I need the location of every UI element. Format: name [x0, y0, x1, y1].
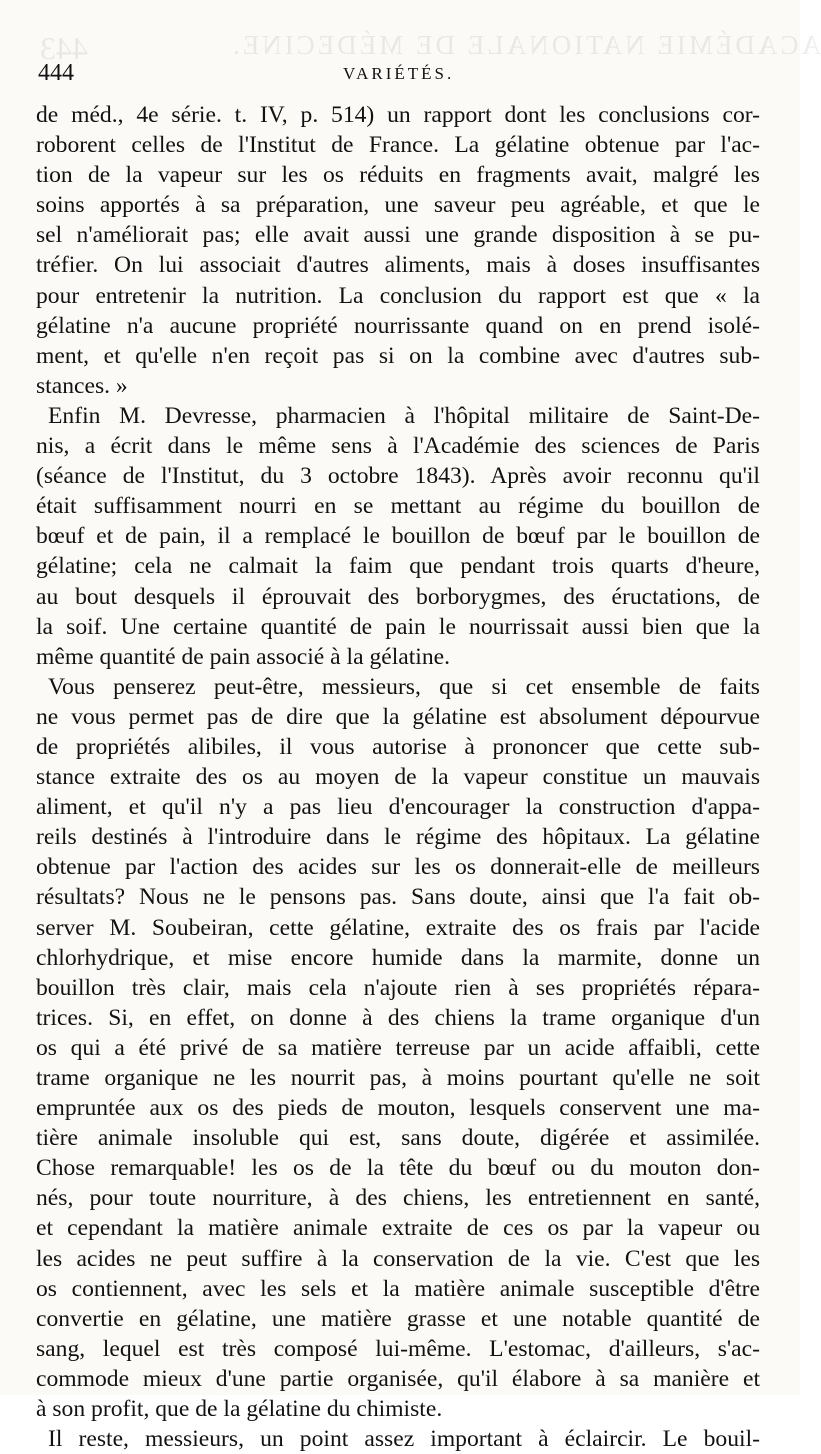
text-line: empruntée aux os des pieds de mouton, lesquels conservent une ma-: [36, 1095, 760, 1122]
text-line: Vous penserez peut-être, messieurs, que si cet ensemble de faits: [48, 673, 760, 700]
text-line: os qui a été privé de sa matière terreuse par un acide affaibli, cette: [36, 1034, 760, 1061]
text-line: reils destinés à l'introduire dans le régime des hôpitaux. La gélatine: [36, 824, 760, 851]
text-line: nés, pour toute nourriture, à des chiens, les entretiennent en santé,: [36, 1185, 760, 1212]
text-line: gélatine; cela ne calmait la faim que pendant trois quarts d'heure,: [36, 553, 760, 580]
text-line: Chose remarquable! les os de la tête du bœuf ou du mouton don-: [36, 1155, 760, 1182]
text-line: Enfin M. Devresse, pharmacien à l'hôpital militaire de Saint-De-: [48, 402, 760, 429]
text-line: Il reste, messieurs, un point assez important à éclaircir. Le bouil-: [48, 1426, 760, 1453]
text-line: chlorhydrique, et mise encore humide dans la marmite, donne un: [36, 944, 760, 971]
text-line: était suffisamment nourri en se mettant au régime du bouillon de: [36, 493, 760, 520]
text-line: tière animale insoluble qui est, sans doute, digérée et assimilée.: [36, 1125, 760, 1152]
text-line: pour entretenir la nutrition. La conclusion du rapport est que « la: [36, 282, 760, 309]
text-line: à son profit, que de la gélatine du chimiste.: [36, 1396, 443, 1423]
text-line: roborent celles de l'Institut de France. La gélatine obtenue par l'ac-: [36, 132, 760, 159]
text-line: gélatine n'a aucune propriété nourrissante quand on en prend isolé-: [36, 312, 760, 339]
text-line: les acides ne peut suffire à la conservation de la vie. C'est que les: [36, 1245, 760, 1272]
text-line: os contiennent, avec les sels et la matière animale susceptible d'être: [36, 1275, 760, 1302]
text-line: au bout desquels il éprouvait des borborygmes, des éructations, de: [36, 583, 760, 610]
text-line: stance extraite des os au moyen de la vapeur constitue un mauvais: [36, 764, 760, 791]
page-header: [38, 60, 760, 94]
text-line: de propriétés alibiles, il vous autorise à prononcer que cette sub-: [36, 733, 760, 760]
text-line: bœuf et de pain, il a remplacé le bouillon de bœuf par le bouillon de: [36, 523, 760, 550]
text-line: de méd., 4e série. t. IV, p. 514) un rapport dont les conclusions cor-: [36, 102, 760, 128]
text-line: résultats? Nous ne le pensons pas. Sans doute, ainsi que l'a fait ob-: [36, 884, 760, 911]
text-line: sel n'améliorait pas; elle avait aussi une grande disposition à se pu-: [36, 222, 760, 249]
text-line: bouillon très clair, mais cela n'ajoute rien à ses propriétés répara-: [36, 974, 760, 1001]
running-title: VARIÉTÉS.: [343, 64, 455, 83]
text-line: nis, a écrit dans le même sens à l'Académie des sciences de Paris: [36, 433, 760, 460]
text-line: convertie en gélatine, une matière grasse et une notable quantité de: [36, 1305, 760, 1332]
text-line: la soif. Une certaine quantité de pain le nourrissait aussi bien que la: [36, 613, 760, 640]
bleed-through-page-number: 443: [40, 30, 88, 66]
text-line: sang, lequel est très composé lui-même. L'estomac, d'ailleurs, s'ac-: [36, 1335, 760, 1362]
text-line: obtenue par l'action des acides sur les os donnerait-elle de meilleurs: [36, 854, 760, 881]
text-line: aliment, et qu'il n'y a pas lieu d'encourager la construction d'appa-: [36, 794, 760, 821]
text-line: commode mieux d'une partie organisée, qu'il élabore à sa manière et: [36, 1365, 760, 1392]
text-line: soins apportés à sa préparation, une saveur peu agréable, et que le: [36, 192, 760, 219]
text-line: tion de la vapeur sur les os réduits en fragments avait, malgré les: [36, 162, 760, 189]
body-text: [36, 100, 760, 1454]
text-line: server M. Soubeiran, cette gélatine, extraite des os frais par l'acide: [36, 914, 760, 941]
text-line: ne vous permet pas de dire que la gélatine est absolument dépourvue: [36, 703, 760, 730]
text-line: tréfier. On lui associait d'autres aliments, mais à doses insuffisantes: [36, 252, 760, 279]
text-line: stances. »: [36, 372, 128, 399]
text-line: et cependant la matière animale extraite de ces os par la vapeur ou: [36, 1215, 760, 1242]
text-line: ment, et qu'elle n'en reçoit pas si on la combine avec d'autres sub-: [36, 342, 760, 369]
bleed-through-running-title: ACADÉMIE NATIONALE DE MÉDECINE.: [230, 30, 821, 60]
text-line: trame organique ne les nourrit pas, à moins pourtant qu'elle ne soit: [36, 1065, 760, 1091]
text-line: trices. Si, en effet, on donne à des chiens la trame organique d'un: [36, 1004, 760, 1031]
text-line: même quantité de pain associé à la gélatine.: [36, 643, 451, 670]
page-number: 444: [38, 60, 74, 86]
text-line: (séance de l'Institut, du 3 octobre 1843). Après avoir reconnu qu'il: [36, 463, 760, 490]
